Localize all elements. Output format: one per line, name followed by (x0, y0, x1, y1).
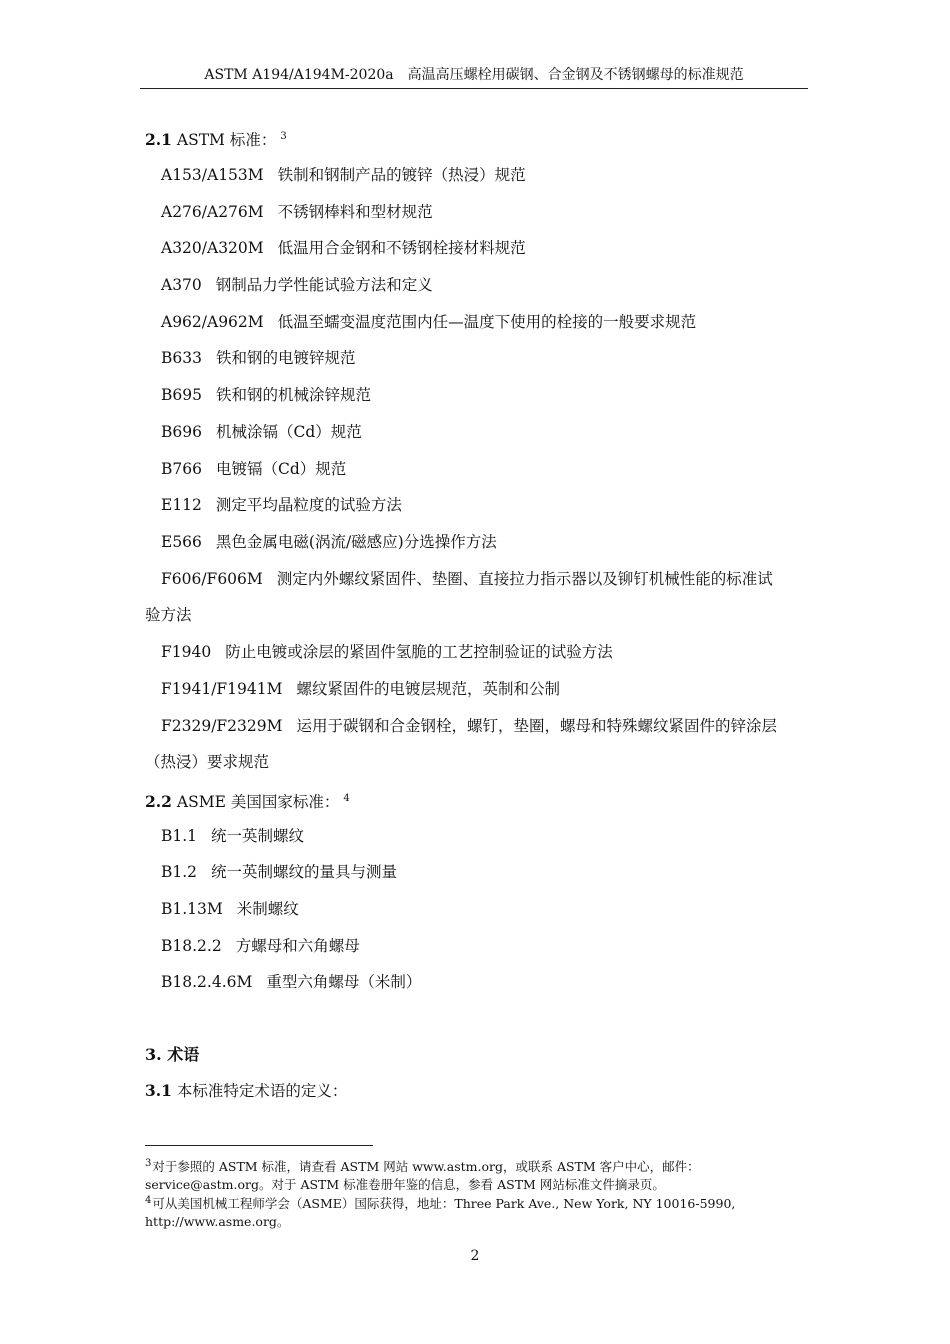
reference-title: 不锈钢棒料和型材规范 (277, 203, 433, 221)
reference-item (161, 825, 304, 847)
reference-item (161, 274, 433, 296)
reference-title: 统一英制螺纹的量具与测量 (211, 863, 398, 881)
reference-code: B695 (161, 386, 202, 404)
reference-item (161, 421, 362, 443)
reference-title: 测定内外螺纹紧固件、垫圈、直接拉力指示器以及铆钉机械性能的标准试 (276, 570, 773, 588)
reference-title: 低温用合金钢和不锈钢栓接材料规范 (277, 239, 526, 257)
reference-code: B766 (161, 460, 202, 478)
reference-item (161, 641, 613, 663)
reference-title: 方螺母和六角螺母 (235, 937, 360, 955)
running-header: ASTM A194/A194M-2020a 高温高压螺栓用碳钢、合金钢及不锈钢螺母的标准规范 (140, 64, 808, 89)
reference-item (161, 494, 402, 516)
section-3-heading (145, 1042, 199, 1065)
reference-item (161, 347, 356, 369)
reference-item (161, 384, 371, 406)
reference-item (161, 237, 526, 259)
section-2-2-heading (145, 788, 350, 813)
reference-code: B1.13M (161, 900, 223, 918)
reference-code: E112 (161, 496, 202, 514)
reference-code: A276/A276M (161, 203, 264, 221)
footnote-3 (145, 1155, 805, 1194)
reference-item (161, 531, 497, 553)
section-number: 3.1 (145, 1081, 172, 1100)
section-number: 2.2 (145, 792, 172, 812)
footnote-separator (145, 1145, 373, 1146)
reference-title: 电镀镉（Cd）规范 (215, 460, 347, 478)
section-title: 本标准特定术语的定义： (176, 1082, 348, 1100)
section-title: ASME 美国国家标准： (176, 793, 340, 812)
reference-title: 铁和钢的机械涂锌规范 (215, 386, 371, 404)
reference-code: B18.2.2 (161, 937, 222, 955)
reference-item (161, 971, 421, 993)
reference-code: A153/A153M (161, 166, 264, 184)
footnote-ref[interactable]: 3 (280, 131, 287, 142)
reference-title: 低温至蠕变温度范围内任—温度下使用的栓接的一般要求规范 (277, 313, 697, 331)
reference-title: 铁制和钢制产品的镀锌（热浸）规范 (277, 166, 526, 184)
reference-code: F1940 (161, 643, 212, 661)
reference-code: E566 (161, 533, 202, 551)
footnote-text: 可从美国机械工程师学会（ASME）国际获得，地址：Three Park Ave., New York, NY 10016-5990, http://www.asme.org。 (145, 1196, 736, 1230)
reference-title: 机械涂镉（Cd）规范 (215, 423, 362, 441)
reference-item (161, 861, 397, 883)
reference-item (161, 715, 777, 737)
reference-code: B696 (161, 423, 202, 441)
reference-continuation: （热浸）要求规范 (145, 753, 270, 771)
reference-title: 米制螺纹 (236, 900, 299, 918)
reference-code: B1.2 (161, 863, 198, 881)
reference-title: 螺纹紧固件的电镀层规范，英制和公制 (296, 680, 561, 698)
reference-code: B633 (161, 349, 202, 367)
reference-title: 防止电镀或涂层的紧固件氢脆的工艺控制验证的试验方法 (225, 643, 613, 661)
reference-item (161, 678, 560, 700)
section-number: 2.1 (145, 130, 172, 150)
reference-code: A370 (161, 276, 202, 294)
section-3-1-heading (145, 1080, 347, 1102)
footnote-ref[interactable]: 4 (343, 793, 350, 804)
footnote-mark: 3 (145, 1158, 152, 1169)
reference-item (161, 164, 526, 186)
page-number: 2 (470, 1248, 480, 1264)
reference-item (161, 898, 299, 920)
reference-code: B18.2.4.6M (161, 973, 253, 991)
reference-item (161, 935, 360, 957)
reference-code: F2329/F2329M (161, 717, 283, 735)
reference-code: F1941/F1941M (161, 680, 283, 698)
reference-code: F606/F606M (161, 570, 263, 588)
footnote-mark: 4 (145, 1195, 152, 1206)
reference-item (161, 311, 696, 333)
reference-title: 测定平均晶粒度的试验方法 (215, 496, 402, 514)
section-title: ASTM 标准： (176, 131, 277, 150)
reference-title: 铁和钢的电镀锌规范 (215, 349, 356, 367)
section-title: 术语 (167, 1045, 200, 1064)
footnote-text: 对于参照的 ASTM 标准，请查看 ASTM 网站 www.astm.org，或联系 ASTM 客户中心，邮件：service@astm.org。对于 ASTM 标准卷册年鉴的信息，参看 ASTM 网站标准文件摘录页。 (145, 1159, 700, 1193)
reference-code: A320/A320M (161, 239, 264, 257)
reference-code: B1.1 (161, 827, 198, 845)
reference-item (161, 458, 346, 480)
section-2-1-heading (145, 126, 287, 151)
reference-code: A962/A962M (161, 313, 264, 331)
reference-title: 运用于碳钢和合金钢栓，螺钉，垫圈，螺母和特殊螺纹紧固件的锌涂层 (296, 717, 778, 735)
reference-item (161, 201, 433, 223)
footnote-4 (145, 1192, 805, 1231)
reference-title: 黑色金属电磁(涡流/磁感应)分选操作方法 (215, 533, 497, 551)
reference-title: 钢制品力学性能试验方法和定义 (215, 276, 433, 294)
reference-continuation: 验方法 (145, 606, 192, 624)
reference-title: 统一英制螺纹 (211, 827, 305, 845)
reference-title: 重型六角螺母（米制） (266, 973, 422, 991)
section-number: 3. (145, 1045, 162, 1064)
reference-item (161, 568, 773, 590)
